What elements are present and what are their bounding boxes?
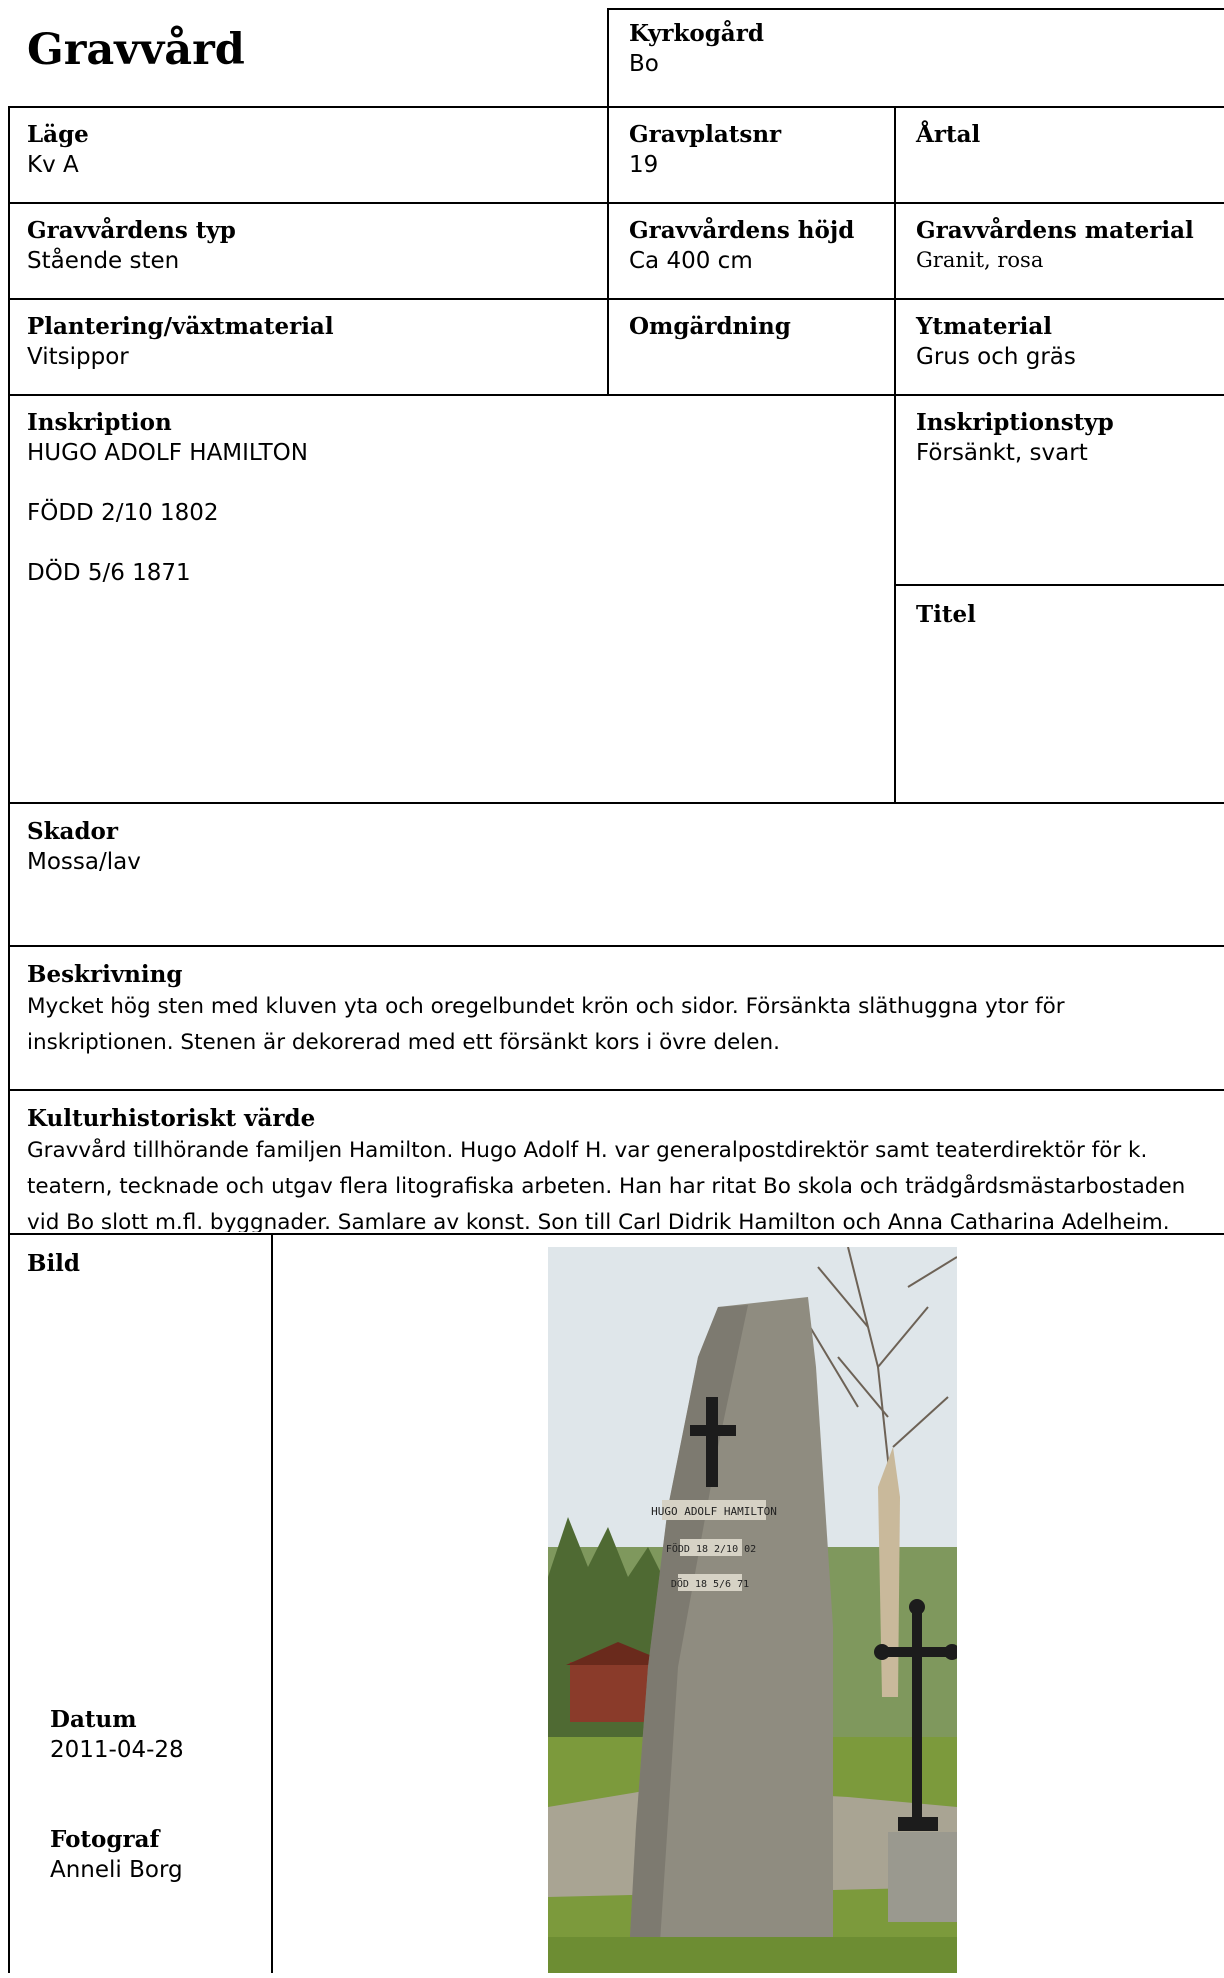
beskrivning-cell [27,961,1197,1061]
typ-label: Gravvårdens typ [27,217,236,244]
titel-label: Titel [916,601,976,628]
rule-skador-top [8,802,1224,804]
beskrivning-label: Beskrivning [27,961,183,988]
rule-row1-top [8,106,1224,108]
kultur-cell [27,1105,1207,1232]
artal-cell [916,121,980,149]
skador-value: Mossa/lav [27,849,141,875]
datum-label: Datum [50,1706,137,1733]
skador-label: Skador [27,818,118,845]
grave-photo [548,1247,957,1973]
artal-label: Årtal [916,121,981,148]
typ-value: Stående sten [27,248,180,274]
grave-photo-svg [548,1247,957,1973]
hojd-value: Ca 400 cm [629,248,753,274]
rule-row2-top [8,202,1224,204]
inskription-line: DÖD 5/6 1871 [27,560,191,586]
ytmaterial-cell [916,313,1076,373]
plantering-cell [27,313,334,373]
ytmaterial-label: Ytmaterial [916,313,1053,340]
rule-bild-top [8,1233,1224,1235]
bild-label: Bild [27,1250,80,1277]
fotograf-label: Fotograf [50,1826,160,1853]
rule-bild-divider [271,1233,273,1973]
gravplatsnr-label: Gravplatsnr [629,121,782,148]
inskription-line: HUGO ADOLF HAMILTON [27,440,308,466]
fotograf-cell [50,1826,183,1886]
page-title-text: Gravvård [27,25,245,75]
rule-beskrivning-top [8,945,1224,947]
photo-cross-base [888,1832,957,1922]
fotograf-value: Anneli Borg [50,1857,183,1883]
material-value: Granit, rosa [916,248,1044,272]
omgardning-cell [629,313,791,341]
rule-left-edge [8,106,10,1973]
lage-value: Kv A [27,152,79,178]
plantering-value: Vitsippor [27,344,129,370]
lage-cell [27,121,89,181]
plantering-label: Plantering/växtmaterial [27,313,334,340]
datum-value: 2011-04-28 [50,1737,184,1763]
datum-cell [50,1706,184,1766]
inskription-cell [27,409,308,589]
gravplatsnr-cell [629,121,781,181]
inskription-line: FÖDD 2/10 1802 [27,500,219,526]
gravplatsnr-value: 19 [629,152,659,178]
photo-plate-1-text: HUGO ADOLF HAMILTON [651,1505,777,1518]
inskription-label: Inskription [27,409,172,436]
material-label: Gravvårdens material [916,217,1194,244]
rule-col3-divider [894,106,896,803]
material-cell [916,217,1194,275]
omgardning-label: Omgärdning [629,313,791,340]
ytmaterial-value: Grus och gräs [916,344,1076,370]
rule-top-right [607,8,1224,10]
kultur-label: Kulturhistoriskt värde [27,1105,316,1132]
inskriptionstyp-label: Inskriptionstyp [916,409,1114,436]
bild-cell [27,1250,80,1278]
kultur-text: Gravvård tillhörande familjen Hamilton. Hugo Adolf H. var generalpostdirektör samt teaterdirektör för k. teatern, tecknade och utgav flera litografiska arbeten. Han har ritat Bo skola och trädgårdsmästarbostaden vid Bo slott m.fl. byggnader. Samlare av konst. Son till Carl Didrik Hamilton och Anna Catharina Adelheim. [27,1138,1186,1232]
photo-foreground-grass [548,1937,957,1973]
kyrkogard-cell [629,20,764,80]
rule-titel-top [894,584,1224,586]
beskrivning-text: Mycket hög sten med kluven yta och oregelbundet krön och sidor. Försänkta släthuggna ytor för inskriptionen. Stenen är dekorerad med ett försänkt kors i övre delen. [27,994,1065,1055]
lage-label: Läge [27,121,89,148]
photo-plate-3-text: DÖD 18 5/6 71 [670,1579,750,1590]
rule-inscription-top [8,394,1224,396]
kyrkogard-label: Kyrkogård [629,20,764,47]
typ-cell [27,217,236,277]
kyrkogard-value: Bo [629,51,659,77]
page-title [27,24,245,76]
photo-plate-2-text: FÖDD 18 2/10 02 [665,1544,757,1555]
titel-cell [916,601,976,629]
rule-row3-top [8,298,1224,300]
inskriptionstyp-value: Försänkt, svart [916,440,1088,466]
hojd-label: Gravvårdens höjd [629,217,855,244]
rule-kultur-top [8,1089,1224,1091]
skador-cell [27,818,141,878]
hojd-cell [629,217,854,277]
inskriptionstyp-cell [916,409,1114,469]
